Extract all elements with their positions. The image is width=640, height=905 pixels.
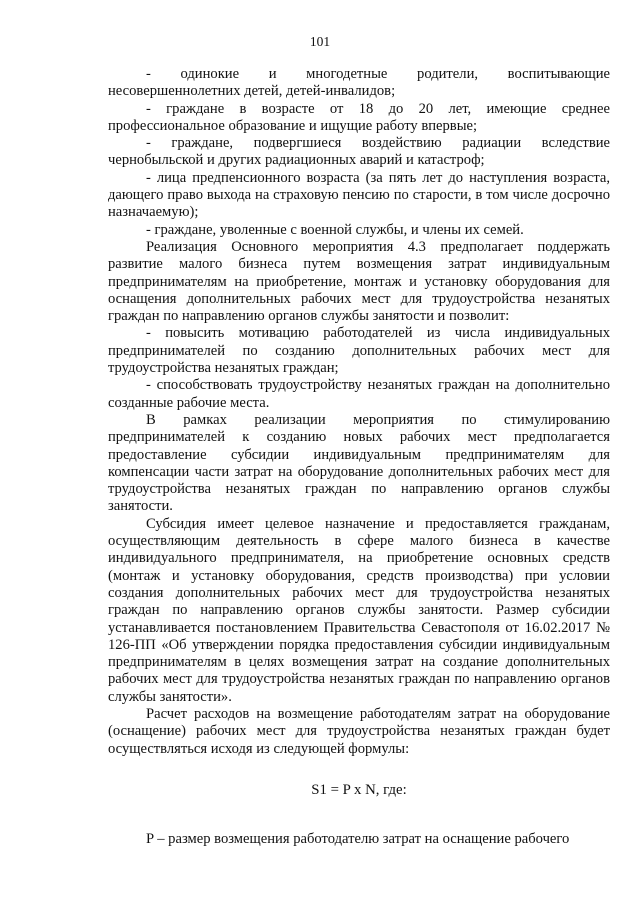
list-item-single-parents: - одинокие и многодетные родители, воспитывающие несовершеннолетних детей, детей-инвалидов; — [108, 66, 610, 100]
formula: S1 = P x N, где: — [311, 781, 407, 798]
list-item-young-citizens: - граждане в возрасте от 18 до 20 лет, имеющие среднее профессиональное образование и ищущие работу впервые; — [108, 100, 610, 134]
paragraph-calculation: Расчет расходов на возмещение работодателям затрат на оборудование (оснащение) рабочих мест для трудоустройства незанятых граждан будет осуществляться исходя из следующей формулы: — [108, 705, 610, 757]
document-body — [108, 66, 610, 848]
paragraph-subsidy-purpose: Субсидия имеет целевое назначение и предоставляется гражданам, осуществляющим деятельность в сфере малого бизнеса в качестве индивидуального предпринимателя, на приобретение основных средств (монтаж и установку оборудования, средств производства) при условии создания дополнительных рабочих мест для трудоустройства незанятых граждан по направлению органов службы занятости. Размер субсидии устанавливается постановлением Правительства Севастополя от 16.02.2017 № 126-ПП «Об утверждении порядка предоставления субсидии индивидуальным предпринимателям в целях возмещения затрат на создание дополнительных рабочих мест для трудоустройства незанятых граждан по направлению органов службы занятости». — [108, 515, 610, 705]
list-item-employment: - способствовать трудоустройству незанятых граждан на дополнительно созданные рабочие места. — [108, 377, 610, 411]
paragraph-definition-p: P – размер возмещения работодателю затрат на оснащение рабочего — [146, 831, 570, 848]
list-item-pre-retirement: - лица предпенсионного возраста (за пять лет до наступления возраста, дающего право выхода на страховую пенсию по старости, в том числе досрочно назначаемую); — [108, 169, 610, 221]
paragraph-measure-4-3: Реализация Основного мероприятия 4.3 предполагает поддержать развитие малого бизнеса путем возмещения затрат индивидуальным предпринимателям на приобретение, монтаж и установку оборудования для оснащения дополнительных рабочих мест для трудоустройства незанятых граждан по направлению органов службы занятости и позволит: — [108, 238, 610, 325]
paragraph-subsidy-provision: В рамках реализации мероприятия по стимулированию предпринимателей к созданию новых рабочих мест предполагается предоставление субсидии индивидуальным предпринимателям для компенсации части затрат на оборудование дополнительных рабочих мест для трудоустройства незанятых граждан по направлению органов службы занятости. — [108, 411, 610, 515]
page-number: 101 — [309, 34, 331, 49]
list-item-radiation-affected: - граждане, подвергшиеся воздействию радиации вследствие чернобыльской и других радиационных аварий и катастроф; — [108, 135, 610, 169]
list-item-military-dismissed: - граждане, уволенные с военной службы, и члены их семей. — [146, 221, 524, 238]
list-item-motivation: - повысить мотивацию работодателей из числа индивидуальных предпринимателей по созданию дополнительных рабочих мест для трудоустройства незанятых граждан; — [108, 325, 610, 377]
